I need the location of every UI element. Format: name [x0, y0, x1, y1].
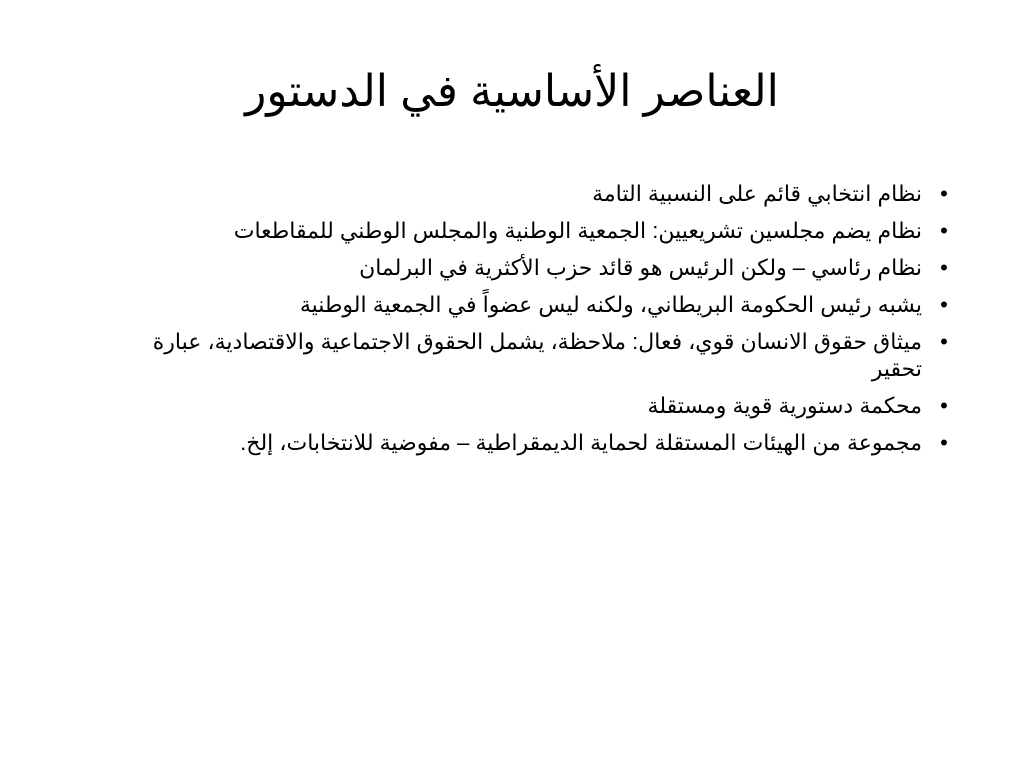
list-item-text: يشبه رئيس الحكومة البريطاني، ولكنه ليس عضواً في الجمعية الوطنية	[299, 292, 922, 317]
list-item	[100, 180, 950, 207]
list-item	[100, 328, 950, 382]
list-item	[100, 392, 950, 419]
list-item	[100, 217, 950, 244]
list-item-text: نظام يضم مجلسين تشريعيين: الجمعية الوطنية والمجلس الوطني للمقاطعات	[233, 218, 922, 243]
bullet-icon: •	[940, 218, 948, 243]
list-item-text: مجموعة من الهيئات المستقلة لحماية الديمقراطية – مفوضية للانتخابات، إلخ.	[240, 430, 922, 455]
list-item	[100, 291, 950, 318]
list-item	[100, 429, 950, 456]
list-item	[100, 254, 950, 281]
bullet-icon: •	[940, 255, 948, 280]
bullet-icon: •	[940, 430, 948, 455]
slide-title: العناصر الأساسية في الدستور	[245, 67, 779, 116]
list-item-text: محكمة دستورية قوية ومستقلة	[647, 393, 922, 418]
bullet-icon: •	[940, 292, 948, 317]
bullet-list	[100, 180, 950, 466]
bullet-icon: •	[940, 329, 948, 354]
list-item-text: نظام انتخابي قائم على النسبية التامة	[592, 181, 922, 206]
bullet-icon: •	[940, 393, 948, 418]
list-item-text: ميثاق حقوق الانسان قوي، فعال: ملاحظة، يشمل الحقوق الاجتماعية والاقتصادية، عبارة تحقير	[152, 329, 922, 381]
list-item-text: نظام رئاسي – ولكن الرئيس هو قائد حزب الأكثرية في البرلمان	[359, 255, 922, 280]
bullet-icon: •	[940, 181, 948, 206]
